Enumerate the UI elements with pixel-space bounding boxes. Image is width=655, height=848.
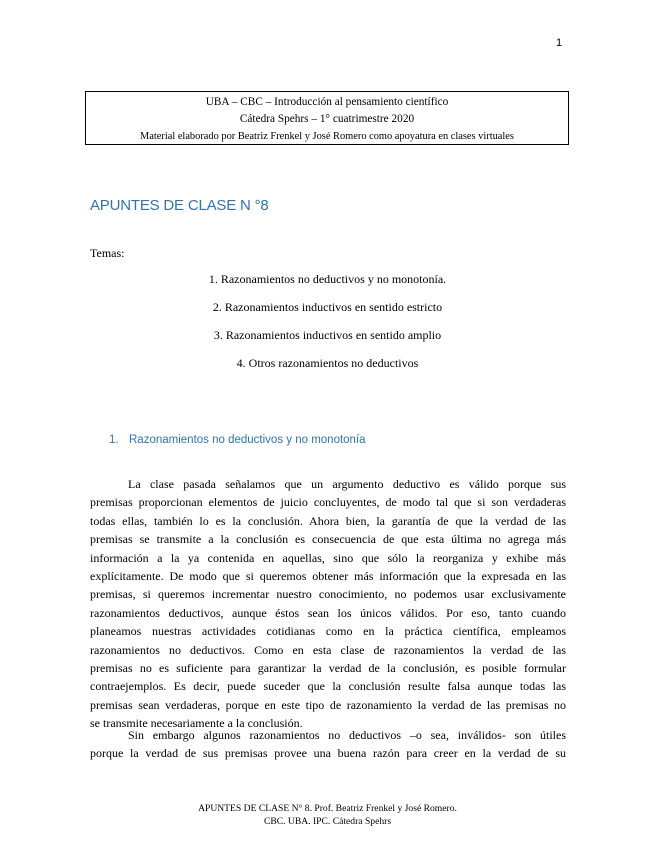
page-footer — [0, 803, 655, 828]
paragraph-line: Sin embargo algunos razonamientos no deductivos –o sea, inválidos- son útiles — [128, 728, 566, 742]
paragraph-line: premisas, si queremos incrementar nuestro conocimiento, no podemos usar exclusivamente — [90, 587, 566, 602]
section-title: Razonamientos no deductivos y no monotonía — [129, 434, 366, 446]
header-line-3: Material elaborado por Beatriz Frenkel y José Romero como apoyatura en clases virtuales — [140, 131, 514, 142]
header-line-1: UBA – CBC – Introducción al pensamiento científico — [205, 96, 449, 108]
topic-item-3: 3. Razonamientos inductivos en sentido amplio — [213, 328, 442, 342]
paragraph-line: La clase pasada señalamos que un argumento deductivo es válido porque sus — [128, 477, 566, 491]
paragraph-line: información a la ya contenida en aquellas, sino que sólo la reorganiza y exhibe más — [90, 550, 566, 565]
paragraph-line: contraejemplos. Es decir, puede suceder que la conclusión resulte falsa aunque todas las — [90, 679, 566, 694]
document-title: APUNTES DE CLASE N °8 — [90, 197, 269, 214]
footer-line-2: CBC. UBA. IPC. Cátedra Spehrs — [263, 815, 392, 827]
paragraph-line: premisas se transmite a la conclusión es consecuencia de que esta última no agrega más — [90, 532, 566, 547]
paragraph-line: porque la verdad de sus premisas provee una buena razón para creer en la verdad de su — [90, 746, 566, 761]
paragraph-line: todas ellas, también lo es la conclusión. Ahora bien, la garantía de que la verdad de las — [90, 513, 566, 528]
section-number: 1. — [109, 434, 119, 446]
paragraph-line: se transmite necesariamente a la conclusión. — [90, 716, 303, 731]
header-box — [85, 91, 569, 145]
header-line-2: Cátedra Spehrs – 1° cuatrimestre 2020 — [239, 113, 415, 125]
page-number: 1 — [556, 37, 563, 49]
topic-item-4: 4. Otros razonamientos no deductivos — [236, 356, 419, 370]
paragraph-2 — [90, 726, 566, 763]
paragraph-line: premisas proporcionan elementos de juicio concluyentes, de modo tal que si son verdaderas — [90, 495, 566, 510]
paragraph-line: planeamos nuestras actividades cotidianas como en la práctica científica, empleamos — [90, 624, 566, 639]
paragraph-line: explícitamente. De modo que si queremos obtener más información que la expresada en las — [90, 568, 566, 583]
paragraph-line: premisas sean verdaderas, porque en este tipo de razonamiento la verdad de las premisas no — [90, 697, 566, 712]
paragraph-line: razonamientos no deductivos. Como en esta clase de razonamientos la verdad de las — [90, 642, 566, 657]
topic-item-1: 1. Razonamientos no deductivos y no monotonía. — [208, 272, 447, 286]
footer-line-1: APUNTES DE CLASE N° 8. Prof. Beatriz Frenkel y José Romero. — [198, 803, 457, 814]
section-heading-1 — [109, 434, 366, 446]
paragraph-1 — [90, 475, 566, 732]
topic-item-2: 2. Razonamientos inductivos en sentido estricto — [212, 300, 443, 314]
topics-label: Temas: — [90, 246, 125, 260]
paragraph-line: premisas no es suficiente para garantizar la verdad de la conclusión, es posible formular — [90, 660, 566, 675]
paragraph-line: razonamientos deductivos, aunque éstos sean los únicos válidos. Por eso, tanto cuando — [90, 605, 566, 620]
